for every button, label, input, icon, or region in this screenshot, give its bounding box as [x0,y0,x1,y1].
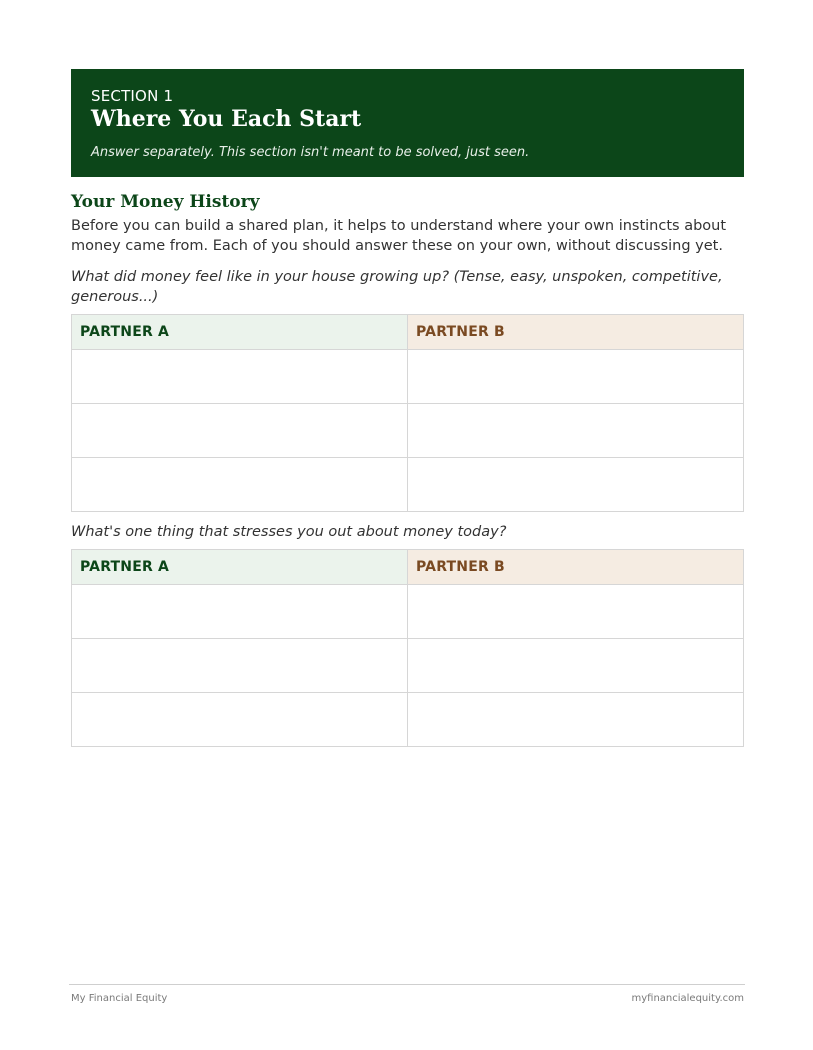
partner-a-answer-cell[interactable] [72,693,408,747]
partner-a-header: PARTNER A [72,550,408,585]
partner-b-answer-cell[interactable] [408,404,744,458]
money-history-intro: Before you can build a shared plan, it helps to understand where your own instincts about money came from. Each of you should answer these on your own, without discussing yet. [71,218,727,254]
footer-divider [69,984,745,985]
partner-b-answer-cell[interactable] [408,639,744,693]
section-subtitle: Answer separately. This section isn't meant to be solved, just seen. [91,145,530,160]
question-1-answer-table [71,314,744,512]
section-banner [71,69,744,177]
partner-b-answer-cell[interactable] [408,585,744,639]
answer-table-header [72,315,744,350]
question-1-text: What did money feel like in your house growing up? (Tense, easy, unspoken, competitive, generous...) [71,269,723,305]
partner-b-header: PARTNER B [408,550,744,585]
section-label: SECTION 1 [91,87,174,105]
partner-a-answer-cell[interactable] [72,458,408,512]
partner-b-header: PARTNER B [408,315,744,350]
table-row [72,404,744,458]
answer-table-header [72,550,744,585]
table-row [72,585,744,639]
partner-a-answer-cell[interactable] [72,350,408,404]
question-2-text: What's one thing that stresses you out about money today? [71,524,507,540]
table-row [72,458,744,512]
partner-b-answer-cell[interactable] [408,458,744,512]
question-2-answer-table [71,549,744,747]
section-title: Where You Each Start [91,106,362,132]
money-history-heading: Your Money History [71,192,260,212]
footer-brand: My Financial Equity [71,993,168,1004]
partner-a-answer-cell[interactable] [72,404,408,458]
footer-url[interactable]: myfinancialequity.com [631,993,744,1004]
table-row [72,350,744,404]
table-row [72,639,744,693]
partner-b-answer-cell[interactable] [408,350,744,404]
table-row [72,693,744,747]
partner-a-answer-cell[interactable] [72,585,408,639]
partner-b-answer-cell[interactable] [408,693,744,747]
partner-a-header: PARTNER A [72,315,408,350]
partner-a-answer-cell[interactable] [72,639,408,693]
